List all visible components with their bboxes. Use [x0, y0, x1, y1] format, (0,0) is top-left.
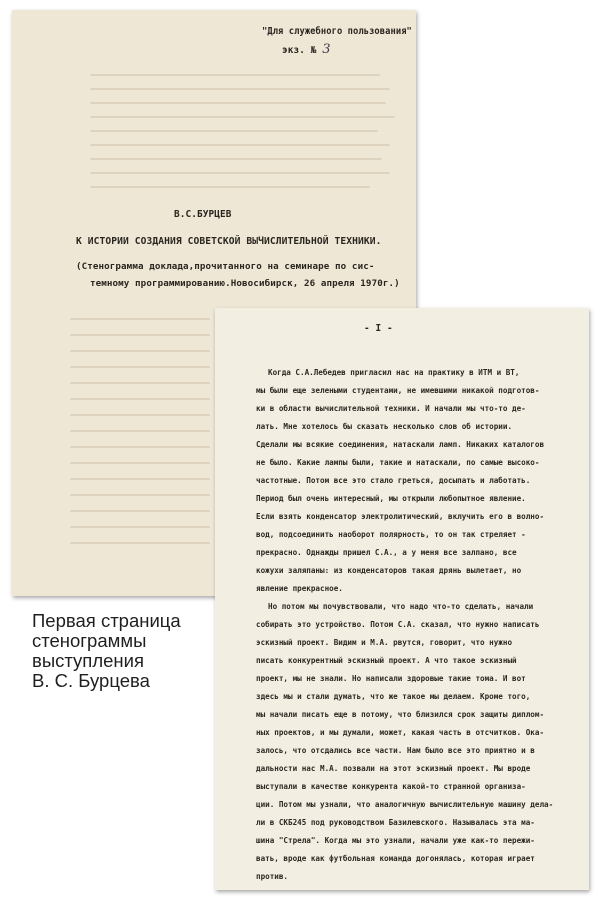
faded-text-line — [70, 542, 210, 544]
body-text-line: выступали в качестве конкурента какой-то странной организа- — [256, 782, 526, 791]
faded-text-line — [70, 414, 210, 416]
caption-line: выступления — [32, 650, 144, 671]
image-caption — [32, 611, 202, 691]
body-text-line: проект, мы не знали. Но написали здоровые такие тома. И вот — [256, 674, 526, 683]
faded-text-line — [70, 382, 210, 384]
document-title: К ИСТОРИИ СОЗДАНИЯ СОВЕТСКОЙ ВЫЧИСЛИТЕЛЬНОЙ ТЕХНИКИ. — [76, 236, 382, 247]
page-number: - I - — [364, 323, 393, 334]
faded-text-line — [70, 526, 210, 528]
faded-text-line — [70, 318, 210, 320]
body-text-line: писать конкурентный эскизный проект. А что такое эскизный — [256, 656, 517, 665]
body-text-line: ли в СКБ245 под руководством Базилевского. Называлась эта ма- — [256, 818, 535, 827]
body-text-line: против. — [256, 872, 289, 881]
body-text-line: не было. Какие лампы были, такие и натаскали, по самые высоко- — [256, 458, 540, 467]
body-text-line: собирать это устройство. Потом С.А. сказал, что нужно написать — [256, 620, 540, 629]
body-text-line: шина "Стрела". Когда мы это узнали, начали уже как-то пережи- — [256, 836, 535, 845]
faded-text-line — [70, 462, 210, 464]
body-text-line: мы были еще зелеными студентами, не имевшими никакой подготов- — [256, 386, 540, 395]
classification-stamp: "Для служебного пользования" — [262, 26, 412, 37]
body-text-line: здесь мы и стали думать, что же такое мы делаем. Кроме того, — [256, 692, 531, 701]
faded-text-line — [90, 144, 390, 146]
faded-text-line — [70, 494, 210, 496]
copy-number-handwritten: 3 — [322, 42, 331, 57]
body-text-line: прекрасно. Однажды пришел С.А., а у меня все залпано, все — [256, 548, 517, 557]
caption-line: стенограммы — [32, 630, 147, 651]
caption-line: Первая страница — [32, 610, 181, 631]
body-text-line: дальности нас М.А. позвали на этот эскизный проект. Мы вроде — [256, 764, 531, 773]
faded-text-line — [70, 446, 210, 448]
body-text-line: частотные. Потом все это стало греться, досыпать и лаботать. — [256, 476, 531, 485]
faded-text-line — [90, 102, 386, 104]
body-text-line: явление прекрасное. — [256, 584, 343, 593]
document-subtitle-line-2: темному программированию.Новосибирск, 26 апреля 1970г.) — [90, 278, 400, 289]
body-text-line: залось, что отсдались все части. Нам было все это приятно и в — [256, 746, 535, 755]
body-text-line: ции. Потом мы узнали, что аналогичную вычислительную машину дела- — [256, 800, 554, 809]
faded-text-line — [70, 510, 210, 512]
faded-text-line — [90, 116, 395, 118]
faded-text-line — [70, 398, 210, 400]
body-text-line: Когда С.А.Лебедев пригласил нас на практику в ИТМ и ВТ, — [268, 368, 520, 377]
body-text-line: ных проектов, и мы думали, может, какая часть в отсчитков. Ока- — [256, 728, 545, 737]
faded-text-line — [70, 430, 210, 432]
faded-text-line — [90, 130, 378, 132]
faded-text-line — [70, 478, 210, 480]
body-text-line: вод, подсоединить наоборот полярность, то он так стреляет - — [256, 530, 526, 539]
faded-text-line — [90, 186, 370, 188]
body-text-line: ки в области вычислительной техники. И начали мы что-то де- — [256, 404, 526, 413]
faded-text-line — [90, 172, 390, 174]
body-text-line: кожухи заляпаны: из конденсаторов такая дрянь вылетает, но — [256, 566, 522, 575]
caption-line: В. С. Бурцева — [32, 670, 150, 691]
faded-text-line — [90, 74, 380, 76]
body-text-line: вать, вроде как футбольная команда догонялась, которая играет — [256, 854, 535, 863]
faded-text-line — [70, 334, 210, 336]
faded-text-line — [90, 158, 382, 160]
document-subtitle-line-1: (Стенограмма доклада,прочитанного на семинаре по сис- — [76, 261, 375, 272]
body-text-line: Но потом мы почувствовали, что надо что-то сделать, начали — [268, 602, 534, 611]
copy-number-prefix: экз. № — [282, 45, 317, 56]
body-text-line: Сделали мы всякие соединения, натаскали ламп. Никаких каталогов — [256, 440, 545, 449]
faded-text-line — [90, 88, 390, 90]
faded-text-line — [70, 366, 210, 368]
body-text-line: мы начали писать еще в потому, что близился срок защиты диплом- — [256, 710, 545, 719]
body-text-line: Если взять конденсатор электролитический, вклучить его в волно- — [256, 512, 545, 521]
body-text-line: Период был очень интересный, мы открыли любопытное явление. — [256, 494, 526, 503]
faded-text-line — [70, 350, 210, 352]
document-author: В.С.БУРЦЕВ — [174, 209, 232, 220]
body-text-line: эскизный проект. Видим и М.А. рвутся, говорит, что нужно — [256, 638, 513, 647]
body-text-line: лать. Мне хотелось бы сказать несколько слов об истории. — [256, 422, 513, 431]
copy-number-line — [282, 42, 331, 57]
